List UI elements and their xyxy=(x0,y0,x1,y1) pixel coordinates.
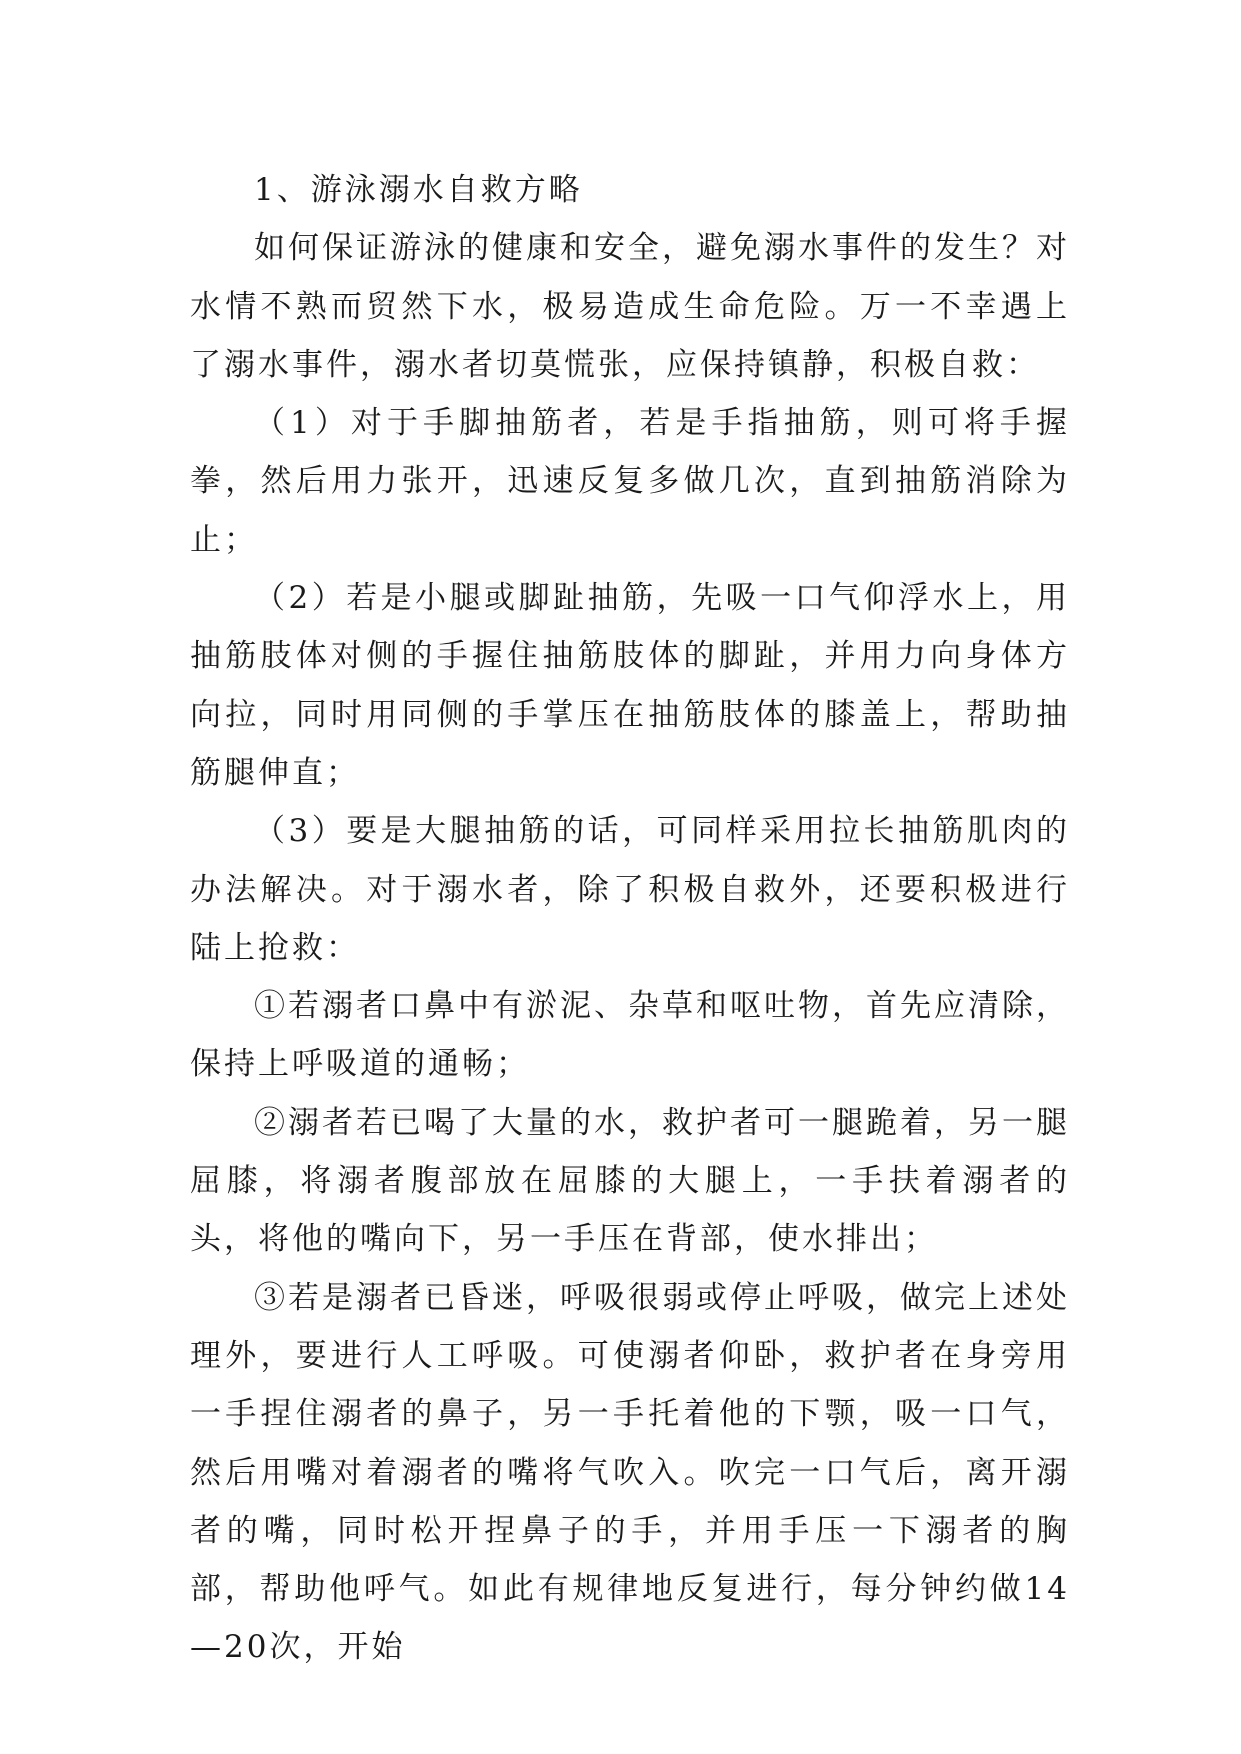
paragraph-clear-airway: ①若溺者口鼻中有淤泥、杂草和呕吐物，首先应清除，保持上呼吸道的通畅； xyxy=(190,988,1070,1083)
section-heading: 1、游泳溺水自救方略 xyxy=(254,172,583,208)
paragraph-hand-cramp: （1）对于手脚抽筋者，若是手指抽筋，则可将手握拳，然后用力张开，迅速反复多做几次，直到抽筋消除为止； xyxy=(190,405,1070,558)
intro-paragraph: 如何保证游泳的健康和安全，避免溺水事件的发生？对水情不熟而贸然下水，极易造成生命危险。万一不幸遇上了溺水事件，溺水者切莫慌张，应保持镇静，积极自救： xyxy=(190,230,1070,383)
paragraph-calf-cramp: （2）若是小腿或脚趾抽筋，先吸一口气仰浮水上，用抽筋肢体对侧的手握住抽筋肢体的脚趾，并用力向身体方向拉，同时用同侧的手掌压在抽筋肢体的膝盖上，帮助抽筋腿伸直； xyxy=(190,580,1070,791)
document-body xyxy=(190,161,1070,1677)
paragraph-artificial-respiration: ③若是溺者已昏迷，呼吸很弱或停止呼吸，做完上述处理外，要进行人工呼吸。可使溺者仰卧，救护者在身旁用一手捏住溺者的鼻子，另一手托着他的下颚，吸一口气，然后用嘴对着溺者的嘴将气吹入。吹完一口气后，离开溺者的嘴，同时松开捏鼻子的手，并用手压一下溺者的胸部，帮助他呼气。如此有规律地反复进行，每分钟约做14—20次，开始 xyxy=(190,1279,1070,1666)
paragraph-drain-water: ②溺者若已喝了大量的水，救护者可一腿跪着，另一腿屈膝，将溺者腹部放在屈膝的大腿上，一手扶着溺者的头，将他的嘴向下，另一手压在背部，使水排出； xyxy=(190,1104,1070,1258)
paragraph-thigh-cramp: （3）要是大腿抽筋的话，可同样采用拉长抽筋肌肉的办法解决。对于溺水者，除了积极自救外，还要积极进行陆上抢救： xyxy=(190,813,1070,966)
